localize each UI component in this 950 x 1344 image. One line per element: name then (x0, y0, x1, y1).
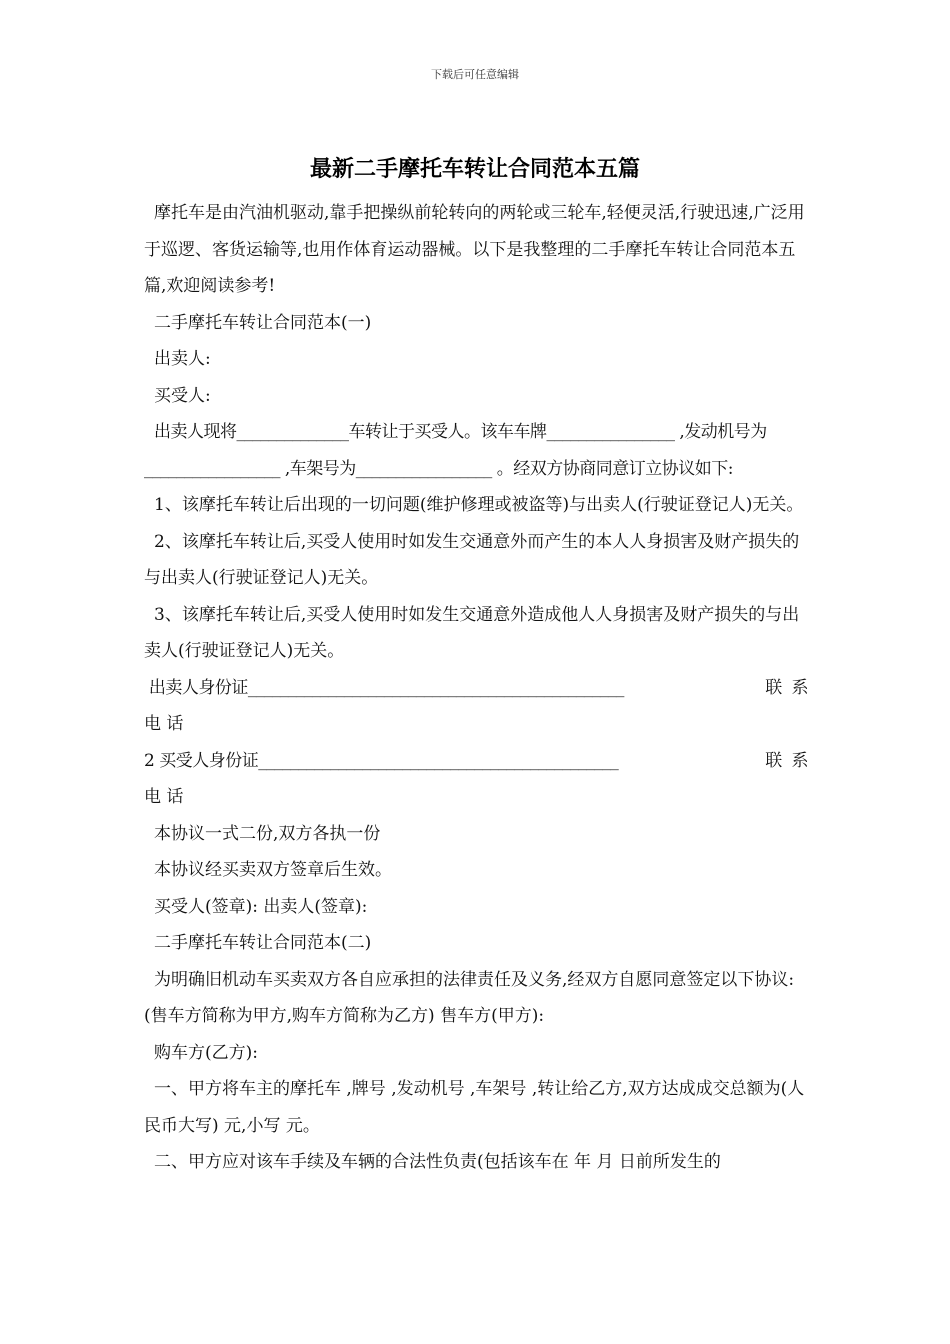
copies-line: 本协议一式二份,双方各执一份 (154, 823, 381, 844)
buyer-line: 买受人: (154, 385, 211, 406)
document-body (144, 195, 808, 1181)
seller-id-line (144, 670, 808, 707)
section-heading-2: 二手摩托车转让合同范本(二) (154, 933, 372, 953)
clause-2: 2、该摩托车转让后,买受人使用时如发生交通意外而产生的本人人身损害及财产损失的与出卖人(行驶证登记人)无关。 (144, 531, 800, 588)
seller-line: 出卖人: (154, 349, 211, 369)
buyer-contact-label: 联 系 (765, 750, 808, 771)
seller-id-label: 出卖人身份证_______________________________________________ (144, 677, 624, 698)
signature-line: 买受人(签章): 出卖人(签章): (154, 896, 368, 917)
buyer-id-line (144, 743, 808, 780)
article-2: 二、甲方应对该车手续及车辆的合法性负责(包括该车在 年 月 日前所发生的 (154, 1152, 721, 1172)
page-header: 下载后可任意编辑 (431, 68, 519, 81)
buyer-id-label: 2 买受人身份证_____________________________________________ (144, 750, 619, 771)
vehicle-info-paragraph: 出卖人现将______________车转让于买受人。该车车牌________________ ,发动机号为_________________ ,车架号为_________________ 。经双方协商同意订立协议如下: (144, 422, 767, 479)
buyer-phone-label: 电 话 (144, 787, 184, 807)
effective-line: 本协议经买卖双方签章后生效。 (154, 860, 392, 880)
intro-paragraph: 摩托车是由汽油机驱动,靠手把操纵前轮转向的两轮或三轮车,轻便灵活,行驶迅速,广泛用于巡逻、客货运输等,也用作体育运动器械。以下是我整理的二手摩托车转让合同范本五篇,欢迎阅读参考! (144, 203, 805, 296)
seller-contact-label: 联 系 (765, 677, 808, 698)
agreement-intro: 为明确旧机动车买卖双方各自应承担的法律责任及义务,经双方自愿同意签定以下协议:(售车方简称为甲方,购车方简称为乙方) 售车方(甲方): (144, 969, 795, 1026)
document-title: 最新二手摩托车转让合同范本五篇 (309, 156, 640, 182)
seller-phone-label: 电 话 (144, 714, 184, 734)
clause-1: 1、该摩托车转让后出现的一切问题(维护修理或被盗等)与出卖人(行驶证登记人)无关。 (154, 495, 804, 515)
party-b-line: 购车方(乙方): (154, 1042, 258, 1063)
article-1: 一、甲方将车主的摩托车 ,牌号 ,发动机号 ,车架号 ,转让给乙方,双方达成成交总额为(人民币大写) 元,小写 元。 (144, 1079, 805, 1136)
section-heading-1: 二手摩托车转让合同范本(一) (154, 312, 372, 333)
clause-3: 3、该摩托车转让后,买受人使用时如发生交通意外造成他人人身损害及财产损失的与出卖人(行驶证登记人)无关。 (144, 604, 800, 661)
